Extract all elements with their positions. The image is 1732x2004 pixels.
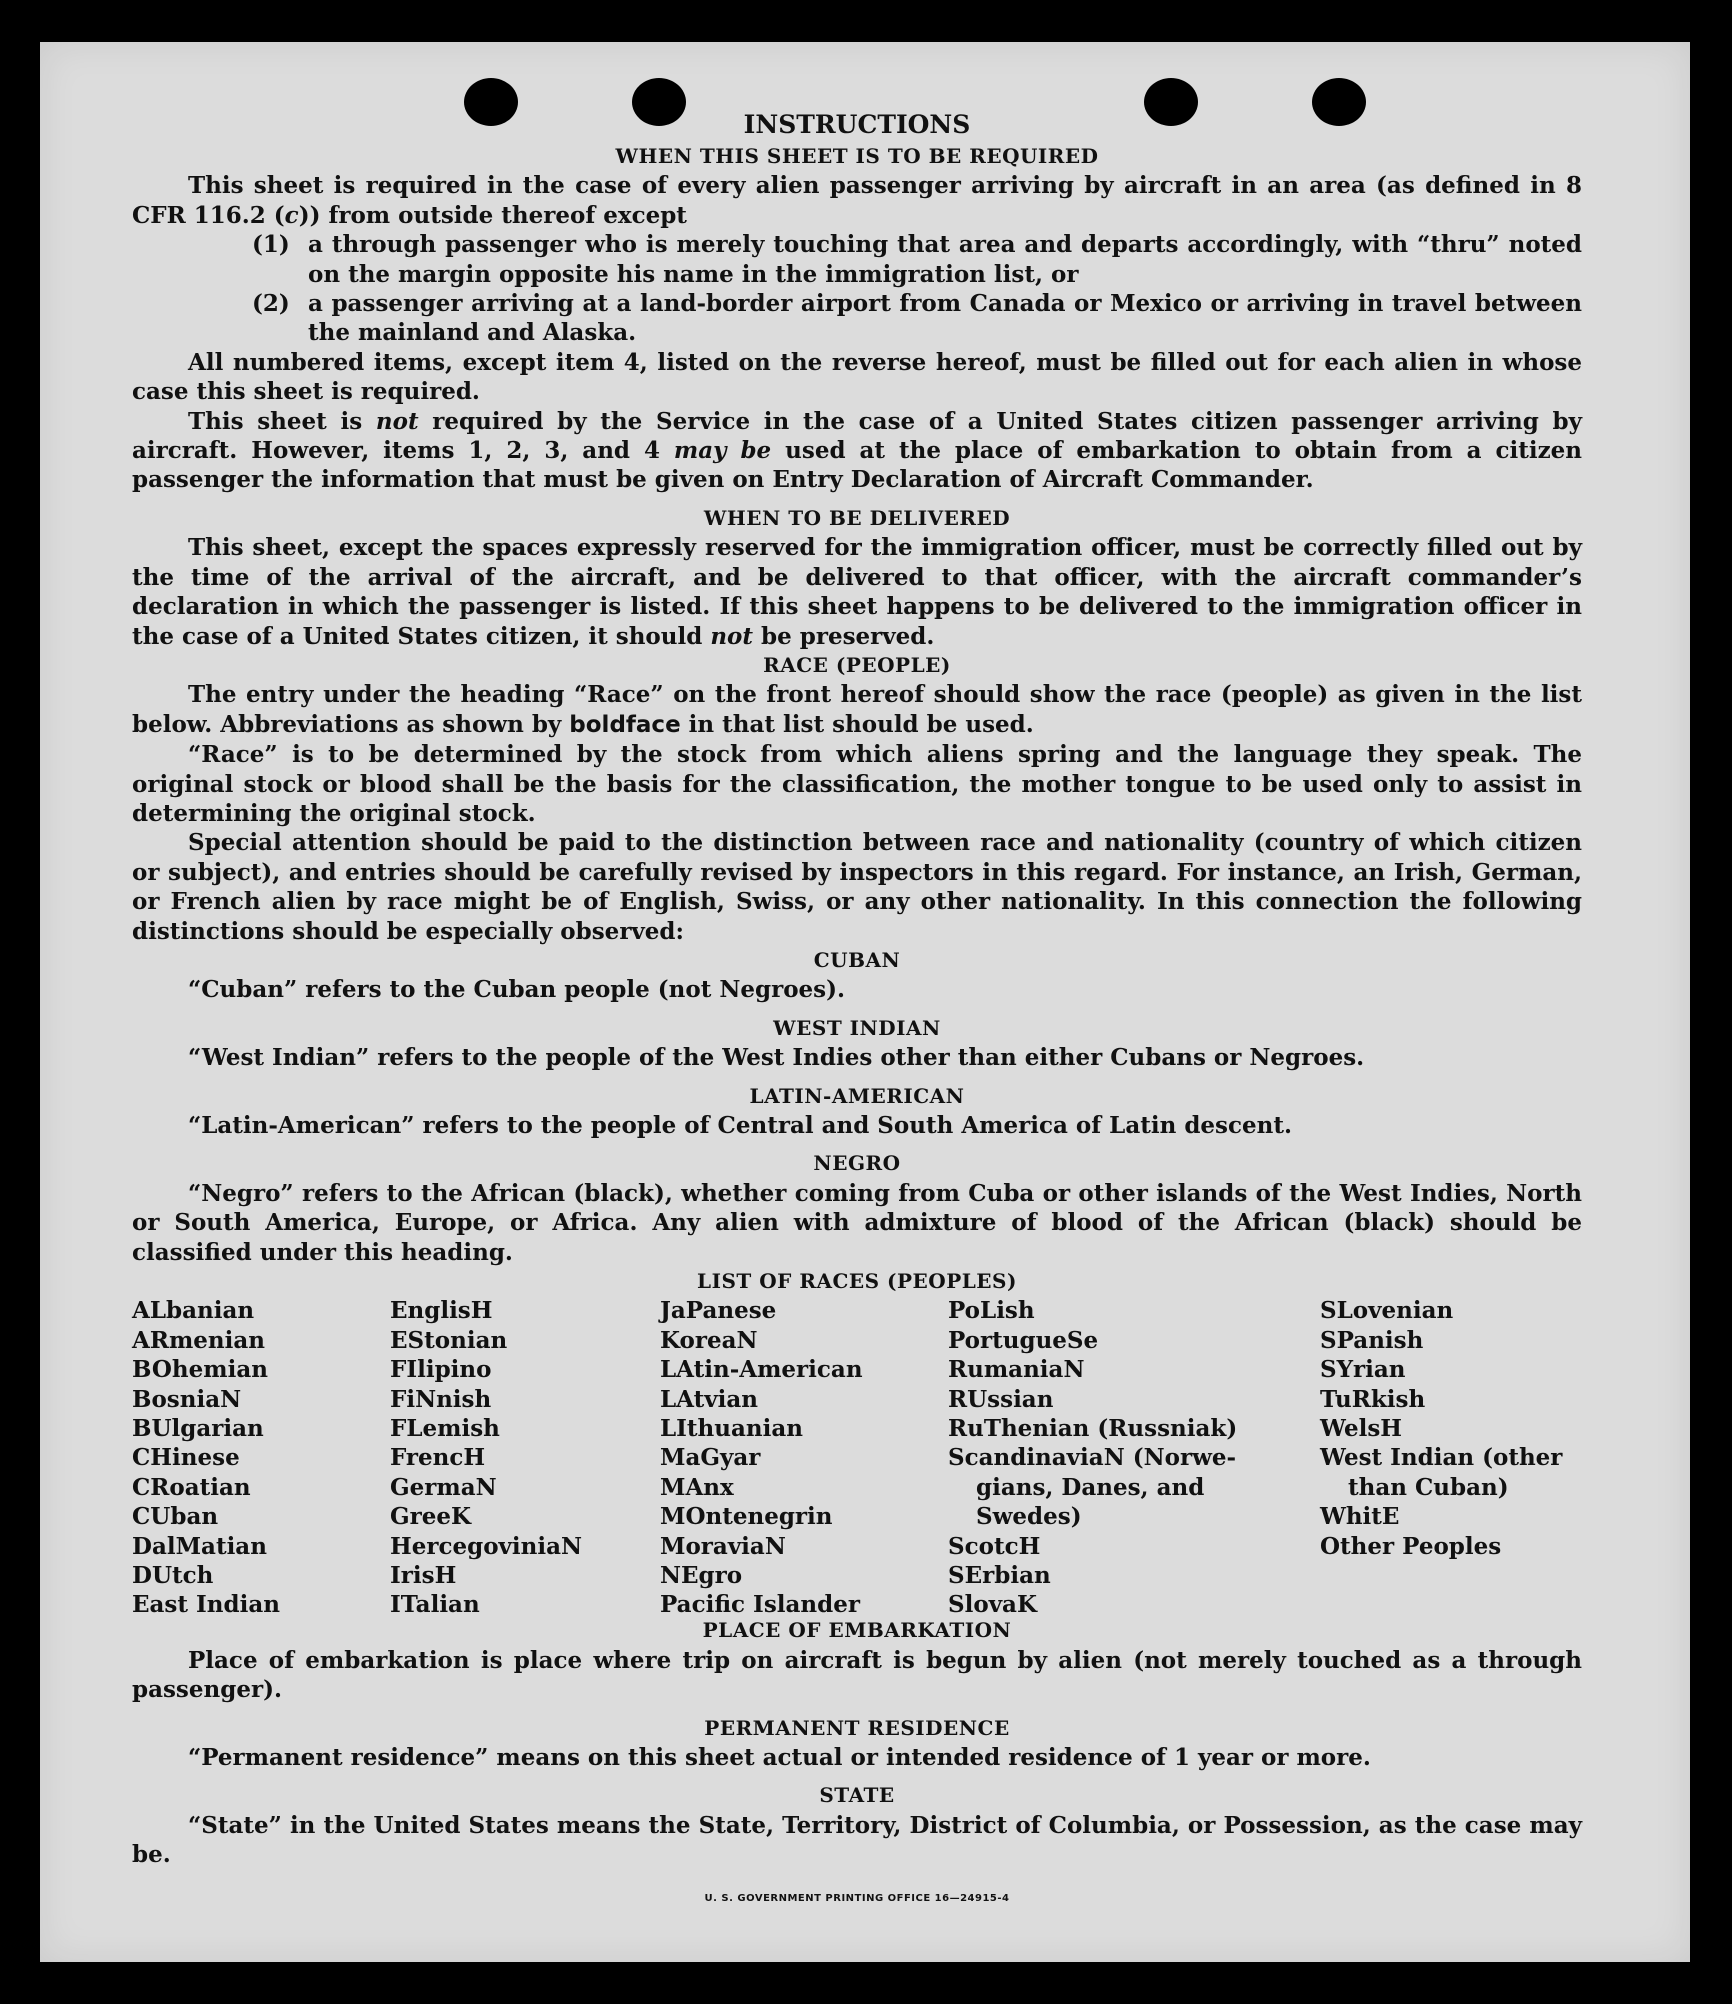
- text-italic: not: [375, 407, 419, 435]
- race-item: KoreaN: [660, 1326, 758, 1354]
- text: in that list should be used.: [680, 710, 1034, 738]
- paragraph-west-indian: “West Indian” refers to the people of the West Indies other than either Cubans or Negroes.: [188, 1044, 1365, 1072]
- paragraph-cuban: “Cuban” refers to the Cuban people (not Negroes).: [188, 976, 846, 1004]
- race-item: TuRkish: [1320, 1385, 1426, 1413]
- race-item: FIlipino: [390, 1356, 492, 1384]
- race-item: CRoatian: [132, 1473, 251, 1501]
- race-item: DUtch: [132, 1561, 214, 1589]
- exception-item-2: [252, 289, 1582, 348]
- race-column-5: [1320, 1296, 1562, 1561]
- exception-item-1: [252, 230, 1582, 289]
- race-item: MoraviaN: [660, 1532, 786, 1560]
- race-item: ITalian: [390, 1591, 480, 1619]
- race-item: WhitE: [1320, 1503, 1400, 1531]
- race-item: DalMatian: [132, 1532, 267, 1560]
- text: used at the place of embarkation to obtain from a citizen passenger the information that must be given on Entry Declaration of Aircraft Commander.: [132, 437, 1583, 494]
- race-item: SYrian: [1320, 1356, 1406, 1384]
- race-item: EnglisH: [390, 1297, 493, 1325]
- race-item: ScotcH: [948, 1532, 1041, 1560]
- instructions-body: [132, 108, 1582, 1913]
- paragraph-numbered-items: All numbered items, except item 4, listed on the reverse hereof, must be filled out for each alien in whose case this sheet is required.: [132, 348, 1582, 406]
- race-item: East Indian: [132, 1591, 280, 1619]
- race-item: EStonian: [390, 1326, 508, 1354]
- paragraph-race-entry: [132, 680, 1582, 740]
- text-boldface: boldface: [569, 711, 681, 738]
- race-item: WelsH: [1320, 1415, 1403, 1442]
- section-heading-embarkation: PLACE OF EMBARKATION: [702, 1618, 1012, 1643]
- race-item: PoLish: [948, 1297, 1035, 1325]
- race-item: ScandinaviaN (Norwe-: [948, 1444, 1237, 1472]
- race-item: BOhemian: [132, 1356, 268, 1384]
- paragraph-citizen: [132, 407, 1582, 495]
- paragraph-delivered: [132, 533, 1582, 651]
- section-heading-race: RACE (PEOPLE): [763, 652, 951, 677]
- race-item: HercegoviniaN: [390, 1532, 583, 1560]
- race-item: FiNnish: [390, 1385, 492, 1413]
- text-italic: not: [710, 622, 754, 650]
- race-list: [132, 1296, 1582, 1619]
- race-item: West Indian (other: [1320, 1444, 1563, 1472]
- text: This sheet is required in the case of every alien passenger arriving by aircraft in an area (as defined in 8 CFR 116.2 (: [132, 172, 1582, 229]
- section-heading-when-required: WHEN THIS SHEET IS TO BE REQUIRED: [615, 144, 1099, 168]
- paragraph-race-nationality: Special attention should be paid to the distinction between race and nationality (country of which citizen or subject), and entries should be carefully revised by inspectors in this regard. For instance, an Irish, German, or French alien by race might be of English, Swiss, or any other nationality. In this connection the following distinctions should be especially observed:: [132, 829, 1582, 945]
- section-heading-residence: PERMANENT RESIDENCE: [704, 1715, 1010, 1740]
- race-item: than Cuban): [1348, 1473, 1509, 1501]
- item-text: a passenger arriving at a land-border airport from Canada or Mexico or arriving in travel between the mainland and Alaska.: [308, 290, 1582, 347]
- paragraph-embarkation: Place of embarkation is place where trip on aircraft is begun by alien (not merely touched as a through passenger).: [132, 1646, 1582, 1704]
- paragraph-latin-american: “Latin-American” refers to the people of Central and South America of Latin descent.: [188, 1112, 1292, 1139]
- race-item: MAnx: [660, 1473, 734, 1501]
- race-item: PortugueSe: [948, 1326, 1099, 1354]
- text: This sheet is: [188, 407, 376, 435]
- page-title: INSTRUCTIONS: [743, 110, 971, 139]
- race-item: gians, Danes, and: [976, 1473, 1205, 1501]
- item-number: (1): [252, 231, 290, 259]
- race-item: RuThenian (Russniak): [948, 1415, 1238, 1442]
- race-item: ALbanian: [132, 1297, 255, 1325]
- section-heading-list-of-races: LIST OF RACES (PEOPLES): [697, 1269, 1017, 1294]
- paragraph-race-definition: “Race” is to be determined by the stock from which aliens spring and the language they speak. The original stock or blood shall be the basis for the classification, the mother tongue to be used only to assist in determining the original stock.: [132, 741, 1582, 827]
- race-item: SLovenian: [1320, 1297, 1454, 1325]
- printer-imprint: U. S. GOVERNMENT PRINTING OFFICE 16—24915-4: [704, 1892, 1010, 1904]
- race-column-2: [390, 1296, 582, 1619]
- race-item: BUlgarian: [132, 1415, 264, 1442]
- race-item: IrisH: [390, 1561, 457, 1589]
- race-item: NEgro: [660, 1561, 743, 1589]
- section-heading-west-indian: WEST INDIAN: [773, 1015, 941, 1040]
- race-item: Other Peoples: [1320, 1532, 1502, 1560]
- race-item: FLemish: [390, 1415, 500, 1442]
- text: The entry under the heading “Race” on the front hereof should show the race (people) as given in the list below. Abbreviations as shown by: [132, 681, 1582, 738]
- race-column-3: [660, 1296, 863, 1619]
- race-item: LAtvian: [660, 1385, 758, 1413]
- race-item: SlovaK: [948, 1591, 1037, 1619]
- race-item: CUban: [132, 1503, 219, 1531]
- race-column-1: [132, 1296, 280, 1619]
- section-heading-state: STATE: [819, 1783, 895, 1808]
- section-heading-cuban: CUBAN: [813, 947, 901, 972]
- paragraph-negro: “Negro” refers to the African (black), whether coming from Cuba or other islands of the West Indies, North or South America, Europe, or Africa. Any alien with admixture of blood of the African (black) should be classified under this heading.: [132, 1179, 1582, 1266]
- section-heading-negro: NEGRO: [813, 1151, 901, 1176]
- race-item: RUssian: [948, 1385, 1054, 1413]
- race-item: FrencH: [390, 1444, 486, 1472]
- item-text: a through passenger who is merely touching that area and departs accordingly, with “thru” noted on the margin opposite his name in the immigration list, or: [308, 231, 1582, 288]
- race-item: MOntenegrin: [660, 1503, 833, 1531]
- race-item: LIthuanian: [660, 1415, 803, 1442]
- race-item: Pacific Islander: [660, 1591, 860, 1619]
- paragraph-residence: “Permanent residence” means on this sheet actual or intended residence of 1 year or more.: [188, 1744, 1371, 1772]
- race-item: Swedes): [976, 1503, 1082, 1531]
- text: This sheet, except the spaces expressly reserved for the immigration officer, must be correctly filled out by the time of the arrival of the aircraft, and be delivered to that officer, with the aircraft commander’s declaration in which the passenger is listed. If this sheet happens to be delivered to the immigration officer in the case of a United States citizen, it should: [132, 534, 1582, 650]
- race-item: GreeK: [390, 1503, 472, 1531]
- document-page: [40, 42, 1690, 1962]
- text: )) from outside thereof except: [298, 201, 687, 229]
- race-item: BosniaN: [132, 1385, 242, 1413]
- race-item: GermaN: [390, 1473, 497, 1501]
- race-item: SErbian: [948, 1561, 1051, 1589]
- section-heading-latin-american: LATIN-AMERICAN: [749, 1083, 965, 1108]
- paragraph-state: “State” in the United States means the State, Territory, District of Columbia, or Possession, as the case may be.: [132, 1811, 1582, 1869]
- race-item: CHinese: [132, 1444, 240, 1472]
- item-number: (2): [252, 290, 290, 318]
- text-italic: may be: [673, 437, 772, 465]
- text: required by the Service in the case of a United States citizen passenger arriving by aircraft. However, items 1, 2, 3, and 4: [132, 407, 1582, 465]
- race-item: MaGyar: [660, 1444, 761, 1472]
- section-heading-when-delivered: WHEN TO BE DELIVERED: [703, 505, 1011, 530]
- text-italic: c: [284, 201, 299, 229]
- race-item: SPanish: [1320, 1326, 1424, 1354]
- race-item: ARmenian: [132, 1326, 266, 1354]
- race-item: RumaniaN: [948, 1356, 1085, 1384]
- race-column-4: [948, 1296, 1237, 1619]
- paragraph-required: [132, 171, 1582, 230]
- text: be preserved.: [753, 622, 935, 650]
- race-item: JaPanese: [660, 1297, 777, 1325]
- race-item: LAtin-American: [660, 1356, 863, 1384]
